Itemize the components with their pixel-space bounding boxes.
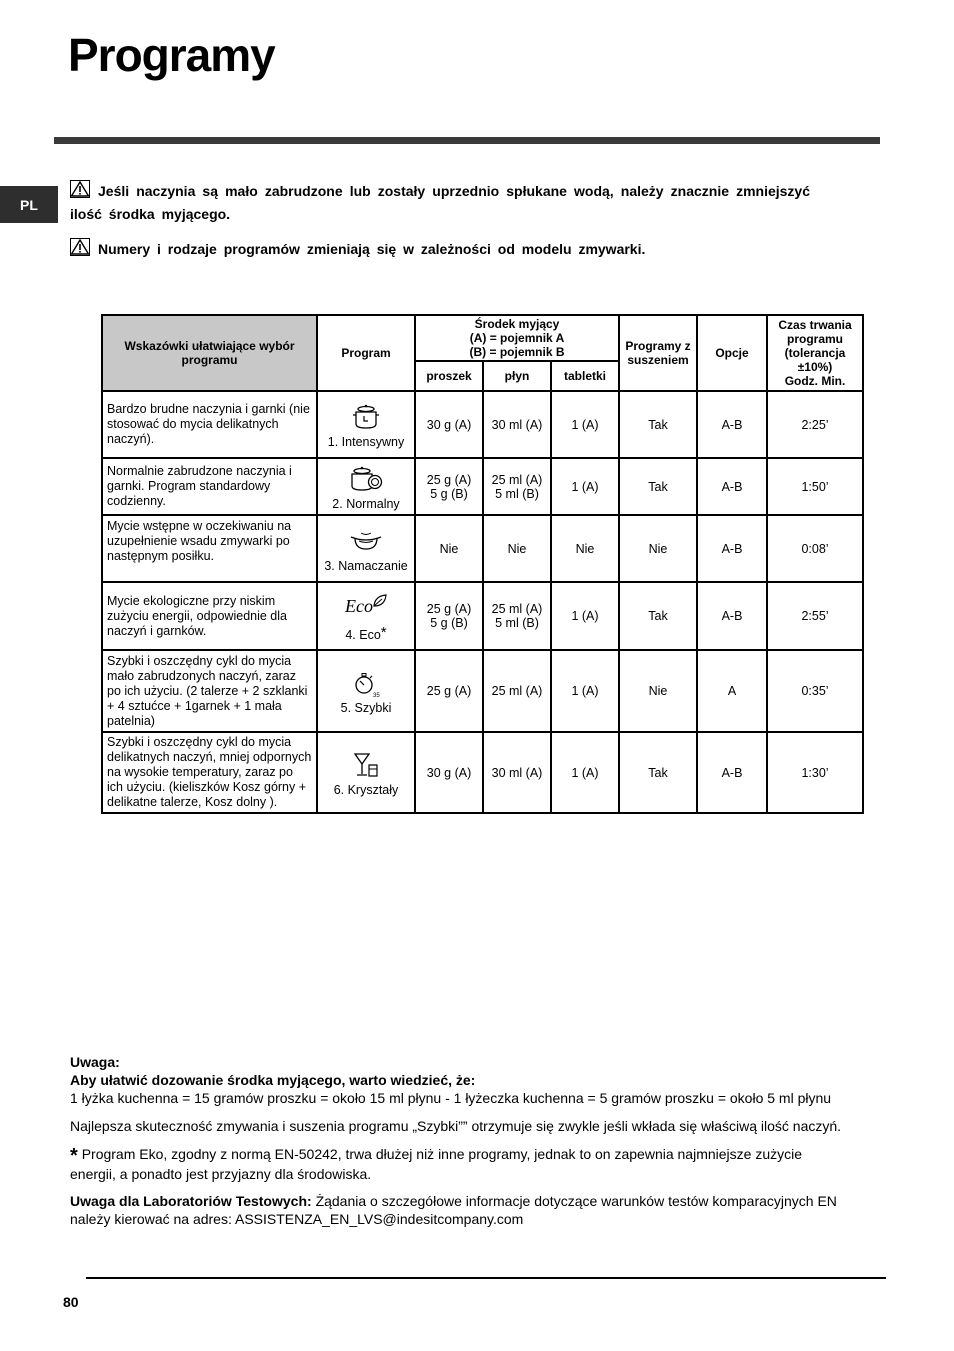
header-liquid: płyn [483,361,551,391]
page-number: 80 [63,1294,79,1310]
header-powder: proszek [415,361,483,391]
drying-cell: Tak [619,458,697,515]
row-hint: Mycie wstępne w oczekiwaniu na uzupełnienie wsadu zmywarki po następnym posiłku. [102,515,317,582]
row-hint: Szybki i oszczędny cykl do mycia mało zabrudzonych naczyń, zaraz po ich użyciu. (2 talerze + 2 szklanki + 4 sztućce + 1garnek + 1 mała patelnia) [102,650,317,732]
drying-cell: Nie [619,515,697,582]
powder-cell: Nie [415,515,483,582]
notes-quick: Najlepsza skuteczność zmywania i suszenia programu „Szybki”” otrzymuje się zwykle jeśli wkłada się właściwą ilość naczyń. [70,1118,842,1134]
drying-cell: Nie [619,650,697,732]
row-hint: Szybki i oszczędny cykl do mycia delikatnych naczyń, mniej odpornych na wysokie temperatury, zaraz po ich użyciu. (kieliszków Kosz górny + delikatne talerze, Kosz dolny ). [102,732,317,813]
footer-divider [86,1277,886,1279]
programs-table [101,314,864,814]
header-program: Program [317,315,415,391]
program-name: 5. Szybki [340,701,392,715]
wine-glass-icon [322,749,410,781]
bowl-icon [322,525,410,557]
table-row [102,582,863,650]
table-row [102,650,863,732]
program-cell [317,515,415,582]
liquid-cell: 25 ml (A) [483,650,551,732]
warning-triangle-icon [70,238,90,262]
table-row [102,515,863,582]
program-cell [317,582,415,650]
drying-cell: Tak [619,732,697,813]
header-drying: Programy z suszeniem [619,315,697,391]
program-cell [317,391,415,458]
program-cell [317,650,415,732]
program-name: 4. Eco* [345,624,387,642]
warning-1-text: Jeśli naczynia są mało zabrudzone lub zostały uprzednio spłukane wodą, należy znacznie zmniejszyć ilość środka myjącego. [70,183,810,222]
liquid-cell: Nie [483,515,551,582]
options-cell: A-B [697,391,767,458]
liquid-cell: 25 ml (A) 5 ml (B) [483,582,551,650]
program-name: 6. Kryształy [333,782,399,797]
powder-cell: 30 g (A) [415,732,483,813]
page-title: Programy [68,29,275,81]
duration-cell: 0:35’ [767,650,863,732]
options-cell: A-B [697,582,767,650]
program-name: 2. Normalny [332,496,400,511]
notes-eco: * Program Eko, zgodny z normą EN-50242, trwa dłużej niż inne programy, jednak to on zapewnia najmniejsze zużycie energii, a ponadto jest przyjazny dla środowiska. [70,1145,803,1182]
duration-cell: 2:55’ [767,582,863,650]
tablets-cell: 1 (A) [551,582,619,650]
liquid-cell: 30 ml (A) [483,732,551,813]
liquid-cell: 30 ml (A) [483,391,551,458]
tablets-cell: 1 (A) [551,458,619,515]
program-cell [317,732,415,813]
powder-cell: 25 g (A) [415,650,483,732]
program-name: 3. Namaczanie [324,558,408,573]
header-divider [54,137,880,144]
powder-cell: 30 g (A) [415,391,483,458]
tablets-cell: 1 (A) [551,391,619,458]
warning-triangle-icon [70,180,90,204]
warning-2-text: Numery i rodzaje programów zmieniają się w zależności od modelu zmywarki. [98,241,646,257]
notes-dosage: 1 łyżka kuchenna = 15 gramów proszku = około 15 ml płynu - 1 łyżeczka kuchenna = 5 gramów proszku = około 5 ml płynu [70,1090,832,1106]
table-row [102,391,863,458]
stopwatch-icon [322,667,410,699]
header-options: Opcje [697,315,767,391]
pot-icon [322,401,410,433]
eco-icon: Eco [322,590,410,622]
drying-cell: Tak [619,582,697,650]
table-row [102,458,863,515]
notes-label: Uwaga: [70,1054,120,1070]
tablets-cell: 1 (A) [551,732,619,813]
notes-lab: Uwaga dla Laboratoriów Testowych: Żądania o szczegółowe informacje dotyczące warunków testów komparacyjnych EN należy kierować na adres: ASSISTENZA_EN_LVS@indesitcompany.com [70,1193,837,1227]
warning-1 [70,180,810,225]
powder-cell: 25 g (A) 5 g (B) [415,582,483,650]
options-cell: A-B [697,732,767,813]
powder-cell: 25 g (A) 5 g (B) [415,458,483,515]
warning-2 [70,238,810,262]
program-cell [317,458,415,515]
pot-plate-icon [322,463,410,495]
liquid-cell: 25 ml (A) 5 ml (B) [483,458,551,515]
header-tablets: tabletki [551,361,619,391]
duration-cell: 1:30’ [767,732,863,813]
language-tab: PL [0,186,58,223]
header-duration: Czas trwania programu (tolerancja ±10%) Godz. Min. [767,315,863,391]
duration-cell: 1:50’ [767,458,863,515]
table-row [102,732,863,813]
options-cell: A-B [697,515,767,582]
tablets-cell: Nie [551,515,619,582]
options-cell: A-B [697,458,767,515]
options-cell: A [697,650,767,732]
header-detergent: Środek myjący (A) = pojemnik A (B) = pojemnik B [415,315,619,361]
svg-text:35: 35 [373,692,380,698]
row-hint: Normalnie zabrudzone naczynia i garnki. Program standardowy codzienny. [102,458,317,515]
duration-cell: 2:25’ [767,391,863,458]
notes-subtitle: Aby ułatwić dozowanie środka myjącego, warto wiedzieć, że: [70,1072,476,1088]
notes-section [70,1053,845,1228]
program-name: 1. Intensywny [327,434,405,449]
tablets-cell: 1 (A) [551,650,619,732]
header-hints: Wskazówki ułatwiające wybór programu [102,315,317,391]
row-hint: Mycie ekologiczne przy niskim zużyciu energii, odpowiednie dla naczyń i garnków. [102,582,317,650]
duration-cell: 0:08’ [767,515,863,582]
row-hint: Bardzo brudne naczynia i garnki (nie stosować do mycia delikatnych naczyń). [102,391,317,458]
drying-cell: Tak [619,391,697,458]
